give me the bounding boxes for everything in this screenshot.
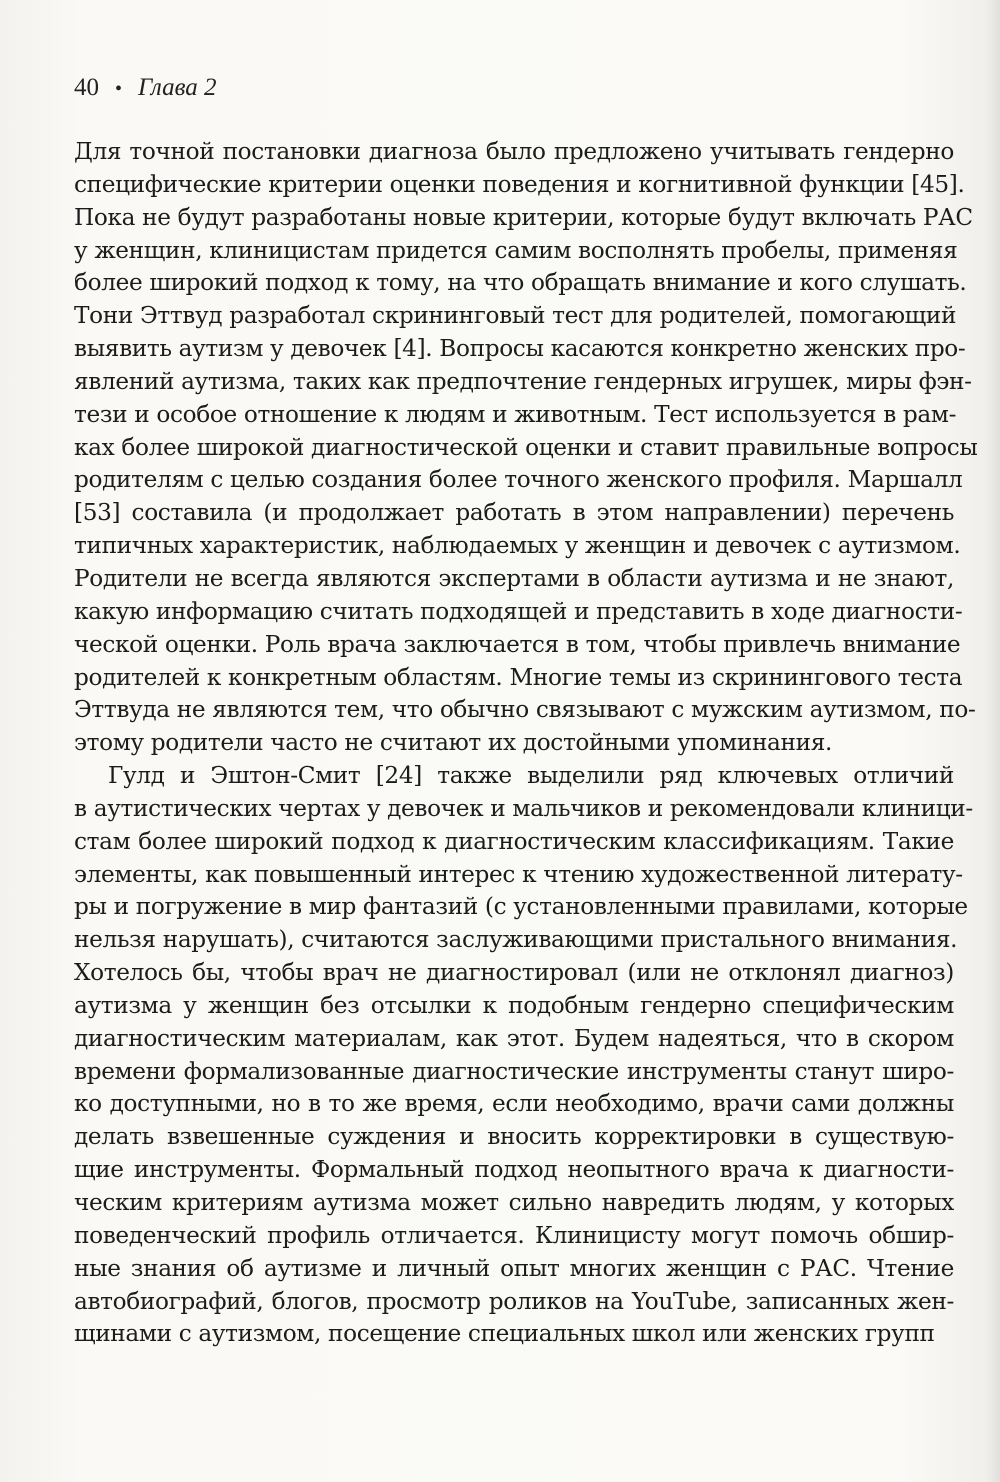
text-line: Для точной постановки диагноза было предложено учитывать гендерно <box>74 138 954 165</box>
text-line: более широкий подход к тому, на что обращать внимание и кого слушать. <box>74 269 967 297</box>
text-line: Пока не будут разработаны новые критерии, которые будут включать РАС <box>74 203 973 231</box>
text-line: ры и погружение в мир фантазий (с установленными правилами, которые <box>74 893 968 921</box>
text-line: [53] составила (и продолжает работать в этом направлении) перечень <box>74 499 954 527</box>
text-line: какую информацию считать подходящей и представить в ходе диагности- <box>74 597 963 625</box>
text-line: в аутистических чертах у девочек и мальчиков и рекомендовали клиници- <box>74 794 973 822</box>
paragraph <box>74 760 973 1351</box>
text-line: Тони Эттвуд разработал скрининговый тест для родителей, помогающий <box>74 302 957 330</box>
text-line: типичных характеристик, наблюдаемых у женщин и девочек с аутизмом. <box>74 532 961 560</box>
text-line: щинами с аутизмом, посещение специальных школ или женских групп <box>74 1320 935 1348</box>
body-text <box>74 136 978 1351</box>
text-line: делать взвешенные суждения и вносить корректировки в существую- <box>74 1123 954 1151</box>
text-line: поведенческий профиль отличается. Клиницисту могут помочь обшир- <box>74 1221 954 1249</box>
text-line: стам более широкий подход к диагностическим классификациям. Такие <box>74 827 954 855</box>
text-line: аутизма у женщин без отсылки к подобным гендерно специфическим <box>74 991 954 1019</box>
paragraph <box>74 136 978 760</box>
text-line: специфические критерии оценки поведения и когнитивной функции [45]. <box>74 170 965 198</box>
text-line: Хотелось бы, чтобы врач не диагностировал (или не отклонял диагноз) <box>74 959 954 987</box>
text-line: времени формализованные диагностические инструменты станут широ- <box>74 1057 954 1085</box>
text-line: Гулд и Эштон-Смит [24] также выделили ряд ключевых отличий <box>108 762 954 790</box>
text-line: автобиографий, блогов, просмотр роликов на YouTube, записанных жен- <box>74 1287 954 1315</box>
text-line: ко доступными, но в то же время, если необходимо, врачи сами должны <box>74 1090 954 1118</box>
text-line: нельзя нарушать), считаются заслуживающими пристального внимания. <box>74 926 958 954</box>
text-line: ные знания об аутизме и личный опыт многих женщин с РАС. Чтение <box>74 1254 954 1282</box>
running-header <box>74 74 217 102</box>
page-number: 40 <box>74 74 99 101</box>
text-line: родителям с целью создания более точного женского профиля. Маршалл <box>74 466 963 494</box>
page-edge-shadow <box>986 0 1000 1482</box>
text-line: выявить аутизм у девочек [4]. Вопросы касаются конкретно женских про- <box>74 335 966 363</box>
text-line: элементы, как повышенный интерес к чтению художественной литерату- <box>74 860 963 888</box>
text-line: Эттвуда не являются тем, что обычно связывают с мужским аутизмом, по- <box>74 696 976 724</box>
text-line: ческим критериям аутизма может сильно навредить людям, у которых <box>74 1189 954 1216</box>
header-separator: • <box>115 78 123 100</box>
text-line: Родители не всегда являются экспертами в области аутизма и не знают, <box>74 564 954 592</box>
text-line: щие инструменты. Формальный подход неопытного врача к диагности- <box>74 1156 954 1184</box>
chapter-title: Глава 2 <box>138 74 217 101</box>
text-line: ческой оценки. Роль врача заключается в том, чтобы привлечь внимание <box>74 630 961 658</box>
text-line: у женщин, клиницистам придется самим восполнять пробелы, применяя <box>74 236 958 264</box>
text-line: этому родители часто не считают их достойными упоминания. <box>74 729 833 757</box>
text-line: родителей к конкретным областям. Многие темы из скринингового теста <box>74 663 963 691</box>
text-line: явлений аутизма, таких как предпочтение гендерных игрушек, миры фэн- <box>74 367 972 395</box>
text-line: диагностическим материалам, как этот. Будем надеяться, что в скором <box>74 1024 954 1052</box>
text-line: тези и особое отношение к людям и животным. Тест используется в рам- <box>74 400 957 428</box>
text-line: ках более широкой диагностической оценки и ставит правильные вопросы <box>74 433 978 461</box>
